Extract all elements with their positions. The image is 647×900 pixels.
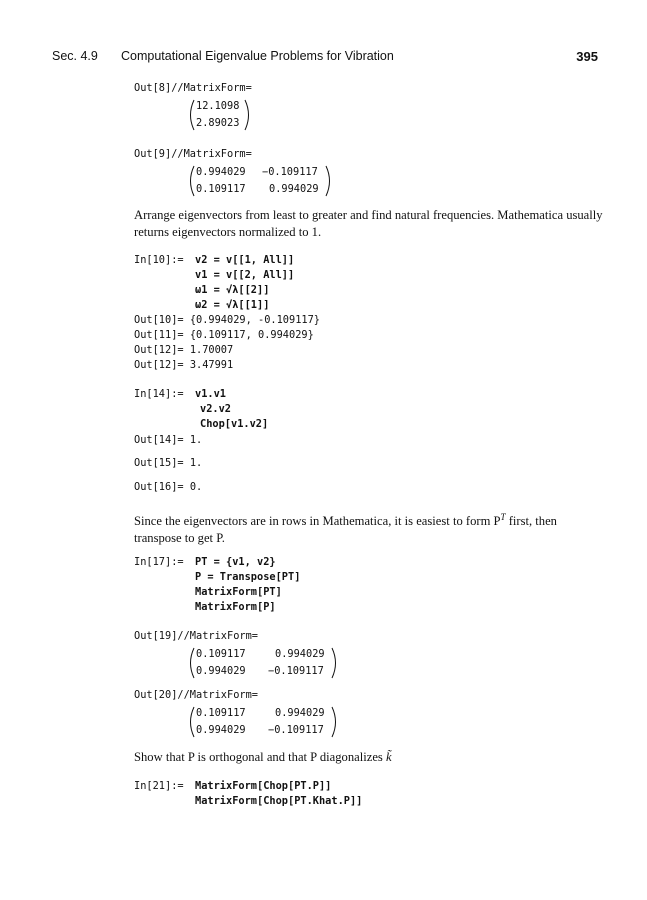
output-value: 3.47991 — [189, 359, 234, 371]
output-label: Out[15]= — [134, 457, 184, 469]
matrix-cell: 0.994029 — [275, 707, 325, 719]
matrix-cell: 0.994029 — [196, 665, 246, 677]
code-line: v2.v2 — [200, 403, 231, 415]
matrix-cell: 12.1098 — [196, 100, 240, 112]
page-number: 395 — [576, 49, 598, 64]
output-line — [134, 434, 202, 446]
k-tilde-symbol: k̃ — [385, 750, 392, 764]
in17-prompt: In[17]:= — [134, 556, 184, 568]
code-line: PT = {v1, v2} — [195, 556, 276, 568]
in21-prompt: In[21]:= — [134, 780, 184, 792]
code-line: MatrixForm[P] — [195, 601, 276, 613]
output-value: 0. — [189, 481, 203, 493]
code-line: v2 = v[[1, All]] — [195, 254, 295, 266]
matrix-cell: 0.109117 — [196, 183, 246, 195]
output-value: 1.70007 — [189, 344, 234, 356]
output-label: Out[11]= — [134, 329, 184, 341]
out8-label: Out[8]//MatrixForm= — [134, 82, 252, 94]
output-line — [134, 329, 314, 341]
code-line: ω1 = √λ[[2]] — [195, 284, 270, 296]
out19-label: Out[19]//MatrixForm= — [134, 630, 258, 642]
code-line: ω2 = √λ[[1]] — [195, 299, 270, 311]
superscript-t: T — [500, 512, 506, 522]
output-line — [134, 457, 202, 469]
out8-matrix — [187, 98, 252, 132]
in10-prompt: In[10]:= — [134, 254, 184, 266]
output-value: 1. — [189, 457, 203, 469]
paragraph-text: Since the eigenvectors are in rows in Mathematica, it is easiest to form P — [134, 514, 501, 529]
matrix-cell: 0.994029 — [275, 648, 325, 660]
matrix-cell: 0.109117 — [196, 648, 246, 660]
matrix-cell: 0.994029 — [196, 166, 246, 178]
output-label: Out[16]= — [134, 481, 184, 493]
output-label: Out[12]= — [134, 359, 184, 371]
output-value: {0.109117, 0.994029} — [189, 329, 314, 341]
output-label: Out[10]= — [134, 314, 184, 326]
paragraph-text: first, then transpose to get P. — [134, 514, 557, 546]
out19-matrix — [187, 646, 339, 680]
output-value: 1. — [189, 434, 203, 446]
out20-label: Out[20]//MatrixForm= — [134, 689, 258, 701]
code-line: v1.v1 — [195, 388, 226, 400]
running-header — [52, 49, 598, 67]
section-number: Sec. 4.9 — [52, 49, 98, 63]
output-line — [134, 481, 202, 493]
output-line — [134, 359, 233, 371]
matrix-cell: 0.109117 — [196, 707, 246, 719]
paragraph-text: Show that P is orthogonal and that P diagonalizes — [134, 750, 386, 764]
matrix-cell: 2.89023 — [196, 117, 240, 129]
output-line — [134, 344, 233, 356]
matrix-cell: −0.109117 — [268, 665, 324, 677]
out20-matrix — [187, 705, 339, 739]
code-line: v1 = v[[2, All]] — [195, 269, 295, 281]
chapter-title: Computational Eigenvalue Problems for Vibration — [121, 49, 394, 63]
code-line: MatrixForm[Chop[PT.P]] — [195, 780, 332, 792]
code-line: P = Transpose[PT] — [195, 571, 301, 583]
paragraph-eigenvector-order: Arrange eigenvectors from least to greater and find natural frequencies. Mathematica usually returns eigenvectors normalized to 1. — [134, 208, 603, 239]
matrix-cell: 0.994029 — [269, 183, 319, 195]
code-line: MatrixForm[PT] — [195, 586, 282, 598]
matrix-cell: −0.109117 — [262, 166, 318, 178]
matrix-cell: −0.109117 — [268, 724, 324, 736]
output-label: Out[12]= — [134, 344, 184, 356]
out9-matrix — [187, 164, 333, 198]
code-line: Chop[v1.v2] — [200, 418, 269, 430]
paragraph-orthogonal — [134, 749, 604, 766]
output-line — [134, 314, 320, 326]
out9-label: Out[9]//MatrixForm= — [134, 148, 252, 160]
paragraph-transpose — [134, 509, 604, 547]
code-line: MatrixForm[Chop[PT.Khat.P]] — [195, 795, 363, 807]
output-label: Out[14]= — [134, 434, 184, 446]
in14-prompt: In[14]:= — [134, 388, 184, 400]
output-value: {0.994029, -0.109117} — [189, 314, 320, 326]
matrix-cell: 0.994029 — [196, 724, 246, 736]
